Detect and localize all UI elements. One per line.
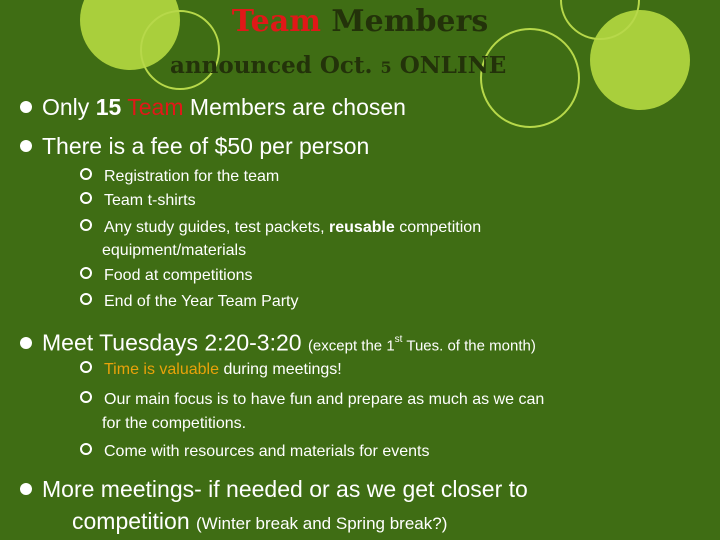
- list-item: End of the Year Team Party: [80, 290, 299, 314]
- list-item: Team t-shirts: [80, 189, 196, 213]
- ring-bullet-icon: [80, 391, 92, 403]
- list-item-continuation: for the competitions.: [102, 415, 247, 432]
- bullet-dot-icon: [20, 483, 32, 495]
- ring-bullet-icon: [80, 168, 92, 180]
- bullet-meet: Meet Tuesdays 2:20-3:20 (except the 1st Tues. of the month): [20, 326, 536, 361]
- page-title: Team Members: [231, 4, 489, 39]
- list-item: Any study guides, test packets, reusable competition: [80, 216, 481, 240]
- list-item-continuation: equipment/materials: [102, 242, 247, 259]
- bullet-team-size: Only 15 Team Members are chosen: [20, 93, 406, 121]
- bullet-dot-icon: [20, 101, 32, 113]
- list-item: Our main focus is to have fun and prepare as much as we can: [80, 388, 544, 412]
- list-item: Food at competitions: [80, 264, 253, 288]
- ring-bullet-icon: [80, 443, 92, 455]
- ring-bullet-icon: [80, 293, 92, 305]
- ring-bullet-icon: [80, 267, 92, 279]
- subtitle: announced Oct. 5 ONLINE: [170, 52, 507, 79]
- bullet-dot-icon: [20, 337, 32, 349]
- bullet-dot-icon: [20, 140, 32, 152]
- list-item: Registration for the team: [80, 165, 279, 189]
- list-item: Come with resources and materials for events: [80, 440, 429, 464]
- bullet-fee: There is a fee of $50 per person: [20, 132, 369, 160]
- list-item: Time is valuable during meetings!: [80, 358, 342, 382]
- ring-bullet-icon: [80, 219, 92, 231]
- bullet-more-meetings: More meetings- if needed or as we get closer to: [20, 475, 528, 503]
- bullet-continuation: competition (Winter break and Spring break?): [72, 508, 448, 534]
- ring-bullet-icon: [80, 192, 92, 204]
- ring-bullet-icon: [80, 361, 92, 373]
